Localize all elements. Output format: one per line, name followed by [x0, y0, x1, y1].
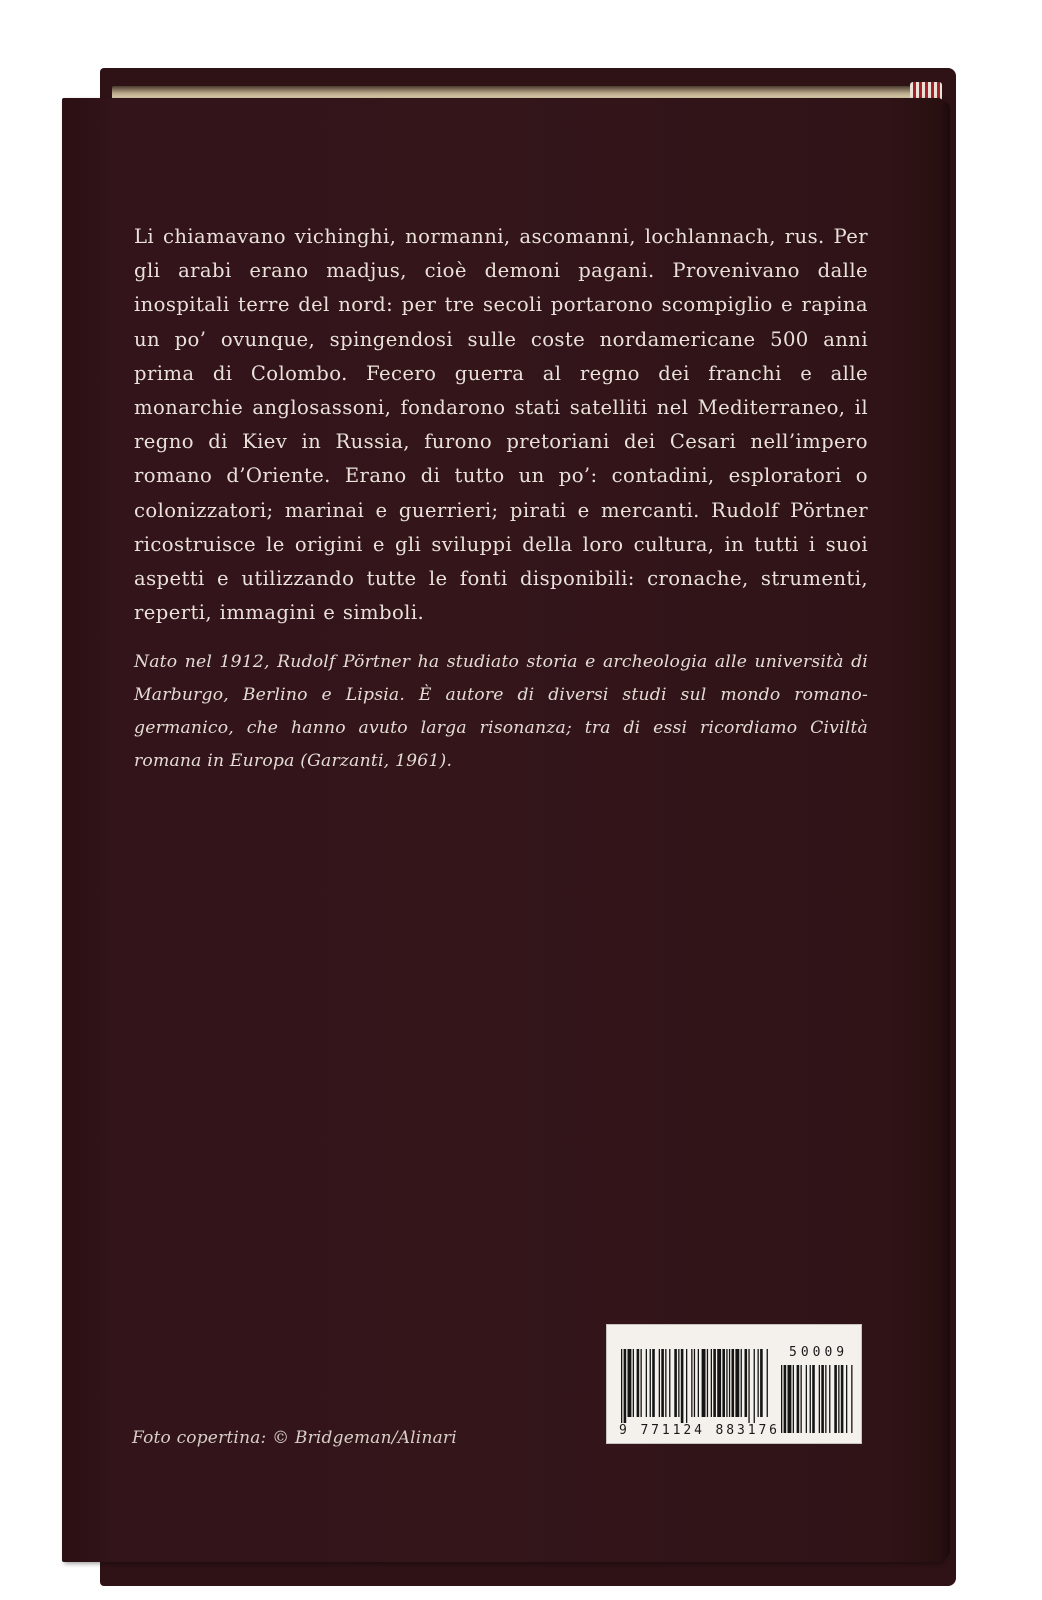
barcode-bar — [793, 1365, 794, 1433]
blurb-text: Li chiamavano vichinghi, normanni, ascomanni, lochlannach, rus. Per gli arabi erano madjus, cioè demoni pagani. Provenivano dalle inospitali terre del nord: per tre secoli portarono scompiglio e rapina un po’ ovunque, spingendosi sulle coste nordamericane 500 anni prima di Colombo. Fecero guerra al regno dei franchi e alle monarchie anglosassoni, fondarono stati satelliti nel Mediterraneo, il regno di Kiev in Russia, furono pretoriani dei Cesari nell’impero romano d’Oriente. Erano di tutto un po’: contadini, esploratori o colonizzatori; marinai e guerrieri; pirati e mercanti. Rudolf Pörtner ricostruisce le origini e gli sviluppi della loro cultura, in tutti i suoi aspetti e utilizzando tutte le fonti disponibili: cronache, strumenti, reperti, immagini e simboli. — [134, 225, 868, 625]
barcode-addon-digits: 50009 — [789, 1345, 849, 1360]
barcode-bar — [621, 1349, 622, 1423]
barcode-bar — [726, 1349, 727, 1417]
barcode-bar — [784, 1365, 787, 1433]
barcode-bar — [754, 1349, 755, 1423]
barcode-bar — [745, 1349, 748, 1417]
barcode-bar — [678, 1349, 679, 1417]
photo-credit: Foto copertina: © Bridgeman/Alinari — [132, 1428, 457, 1448]
barcode-bar — [669, 1349, 670, 1417]
barcode-bar — [810, 1365, 811, 1433]
barcode-bar — [722, 1349, 725, 1417]
barcode-bar — [641, 1349, 642, 1417]
barcode-bar — [767, 1349, 768, 1417]
barcode-bar — [717, 1349, 721, 1417]
barcode-bar — [735, 1349, 739, 1417]
barcode-bar — [748, 1349, 749, 1423]
barcode-bar — [841, 1365, 844, 1433]
jacket-spine-fold — [938, 102, 950, 1558]
barcode-bar — [812, 1365, 815, 1433]
barcode-bar — [760, 1349, 763, 1417]
barcode-bar — [652, 1349, 655, 1417]
barcode-bar — [819, 1365, 820, 1433]
barcode-bar — [665, 1349, 666, 1417]
barcode-bar — [650, 1349, 651, 1417]
barcode-bar — [659, 1349, 660, 1417]
barcode-bar — [628, 1349, 632, 1417]
barcode-bar — [729, 1349, 730, 1417]
barcode-bar — [633, 1349, 634, 1417]
barcode-bar — [825, 1365, 826, 1433]
barcode-bar — [788, 1365, 792, 1433]
barcode-bar — [674, 1349, 677, 1417]
barcode-label — [606, 1324, 862, 1444]
barcode-bar — [781, 1365, 782, 1433]
back-cover-jacket — [62, 98, 944, 1562]
barcode-bar — [681, 1349, 684, 1423]
barcode-bar — [846, 1365, 847, 1433]
barcode-bar — [711, 1349, 712, 1417]
barcode-main-digits: 9 771124 883176 — [619, 1423, 780, 1438]
barcode-bar — [661, 1349, 664, 1417]
barcode-bar — [797, 1365, 800, 1433]
barcode-bar — [691, 1349, 692, 1417]
barcode-bar — [741, 1349, 742, 1417]
barcode-bar — [801, 1365, 802, 1433]
barcode-bar — [713, 1349, 716, 1417]
barcode-bar — [694, 1349, 695, 1417]
barcode-bar — [646, 1349, 647, 1417]
barcode-bar — [698, 1349, 699, 1417]
author-bio: Nato nel 1912, Rudolf Pörtner ha studiato storia e archeologia alle università di Marburgo, Berlino e Lipsia. È autore di diversi studi sul mondo romano-germanico, che hanno avuto larga risonanza; tra di essi ricordiamo Civiltà romana in Europa (Garzanti, 1961). — [134, 652, 868, 771]
barcode-bar — [838, 1365, 839, 1433]
barcode-bar — [758, 1349, 759, 1417]
barcode-bar — [732, 1349, 735, 1417]
barcode-bar — [624, 1349, 627, 1423]
barcode-bar — [702, 1349, 706, 1417]
barcode-bar — [686, 1349, 687, 1423]
barcode-bar — [707, 1349, 708, 1417]
barcode-bar — [806, 1365, 807, 1433]
barcode-bar — [851, 1365, 852, 1433]
barcode-bar — [829, 1365, 830, 1433]
barcode-bar — [821, 1365, 824, 1433]
barcode-bar — [834, 1365, 837, 1433]
barcode-bar — [637, 1349, 640, 1417]
